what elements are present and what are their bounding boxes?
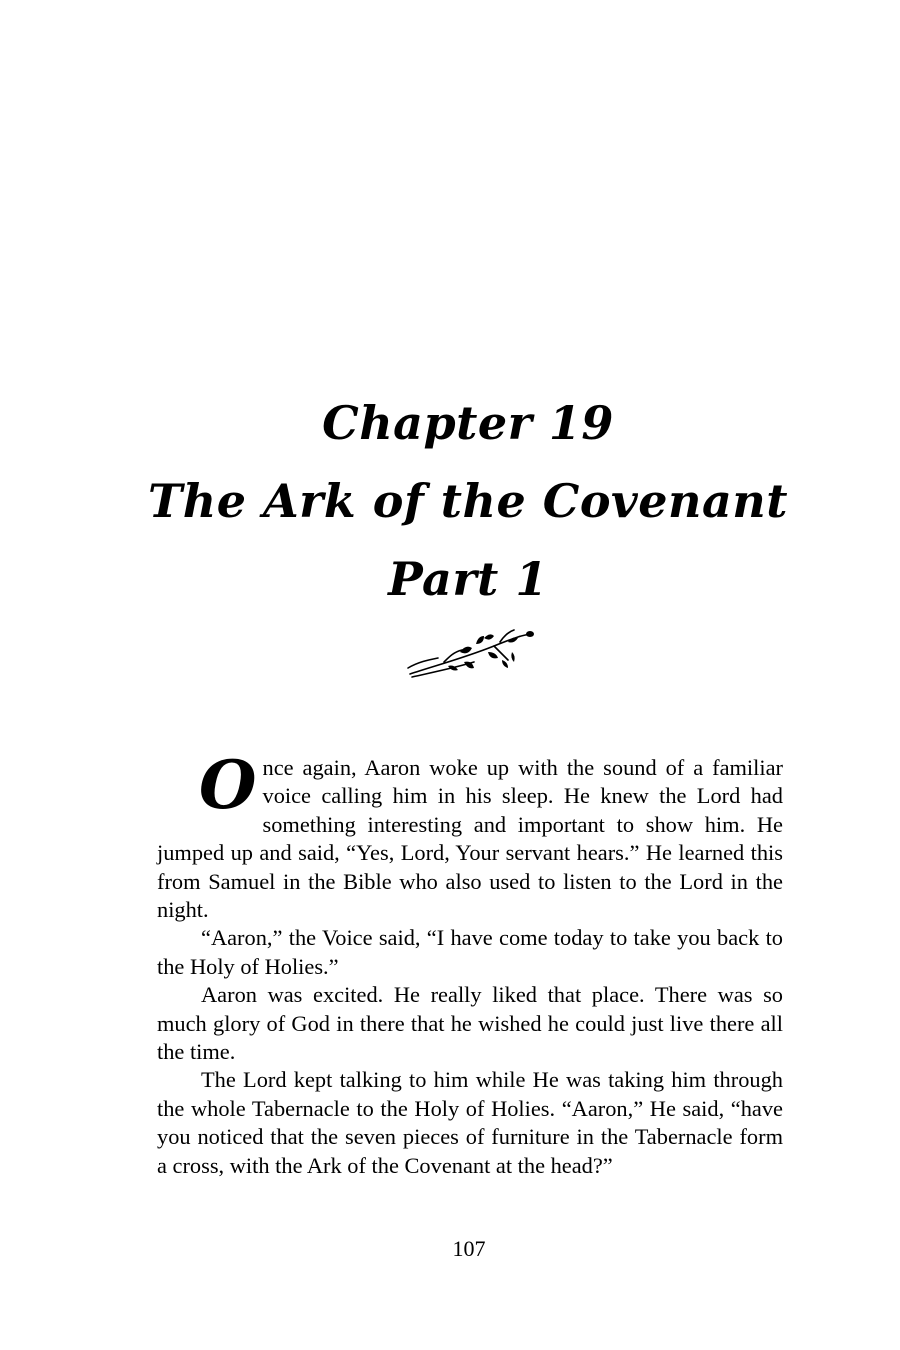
paragraph-4: The Lord kept talking to him while He was taking him through the whole Tabernacle to the Holy of Holies. “Aaron,” He said, “have you noticed that the seven pieces of furniture in the Tabernacle form a cross, with the Ark of the Covenant at the head?” bbox=[157, 1067, 783, 1178]
chapter-number: Chapter 19 bbox=[322, 396, 614, 450]
leafy-vine-ornament-icon bbox=[404, 622, 538, 682]
paragraph-2: “Aaron,” the Voice said, “I have come today to take you back to the Holy of Holies.” bbox=[157, 925, 783, 979]
body-text bbox=[157, 746, 783, 1180]
page-number: 107 bbox=[452, 1236, 486, 1261]
chapter-title: The Ark of the Covenant bbox=[148, 474, 788, 528]
paragraph-1 bbox=[157, 746, 783, 924]
chapter-heading bbox=[0, 384, 900, 618]
chapter-part: Part 1 bbox=[388, 552, 548, 606]
drop-cap: O bbox=[199, 746, 257, 824]
paragraph-1-text: nce again, Aaron woke up with the sound of a familiar voice calling him in his sleep. He knew the Lord had something interesting and important to show him. He jumped up and said, “Yes, Lord, Your servant hears.” He learned this from Samuel in the Bible who also used to listen to the Lord in the night. bbox=[157, 755, 783, 923]
paragraph-3: Aaron was excited. He really liked that place. There was so much glory of God in there that he wished he could just live there all the time. bbox=[157, 982, 783, 1065]
